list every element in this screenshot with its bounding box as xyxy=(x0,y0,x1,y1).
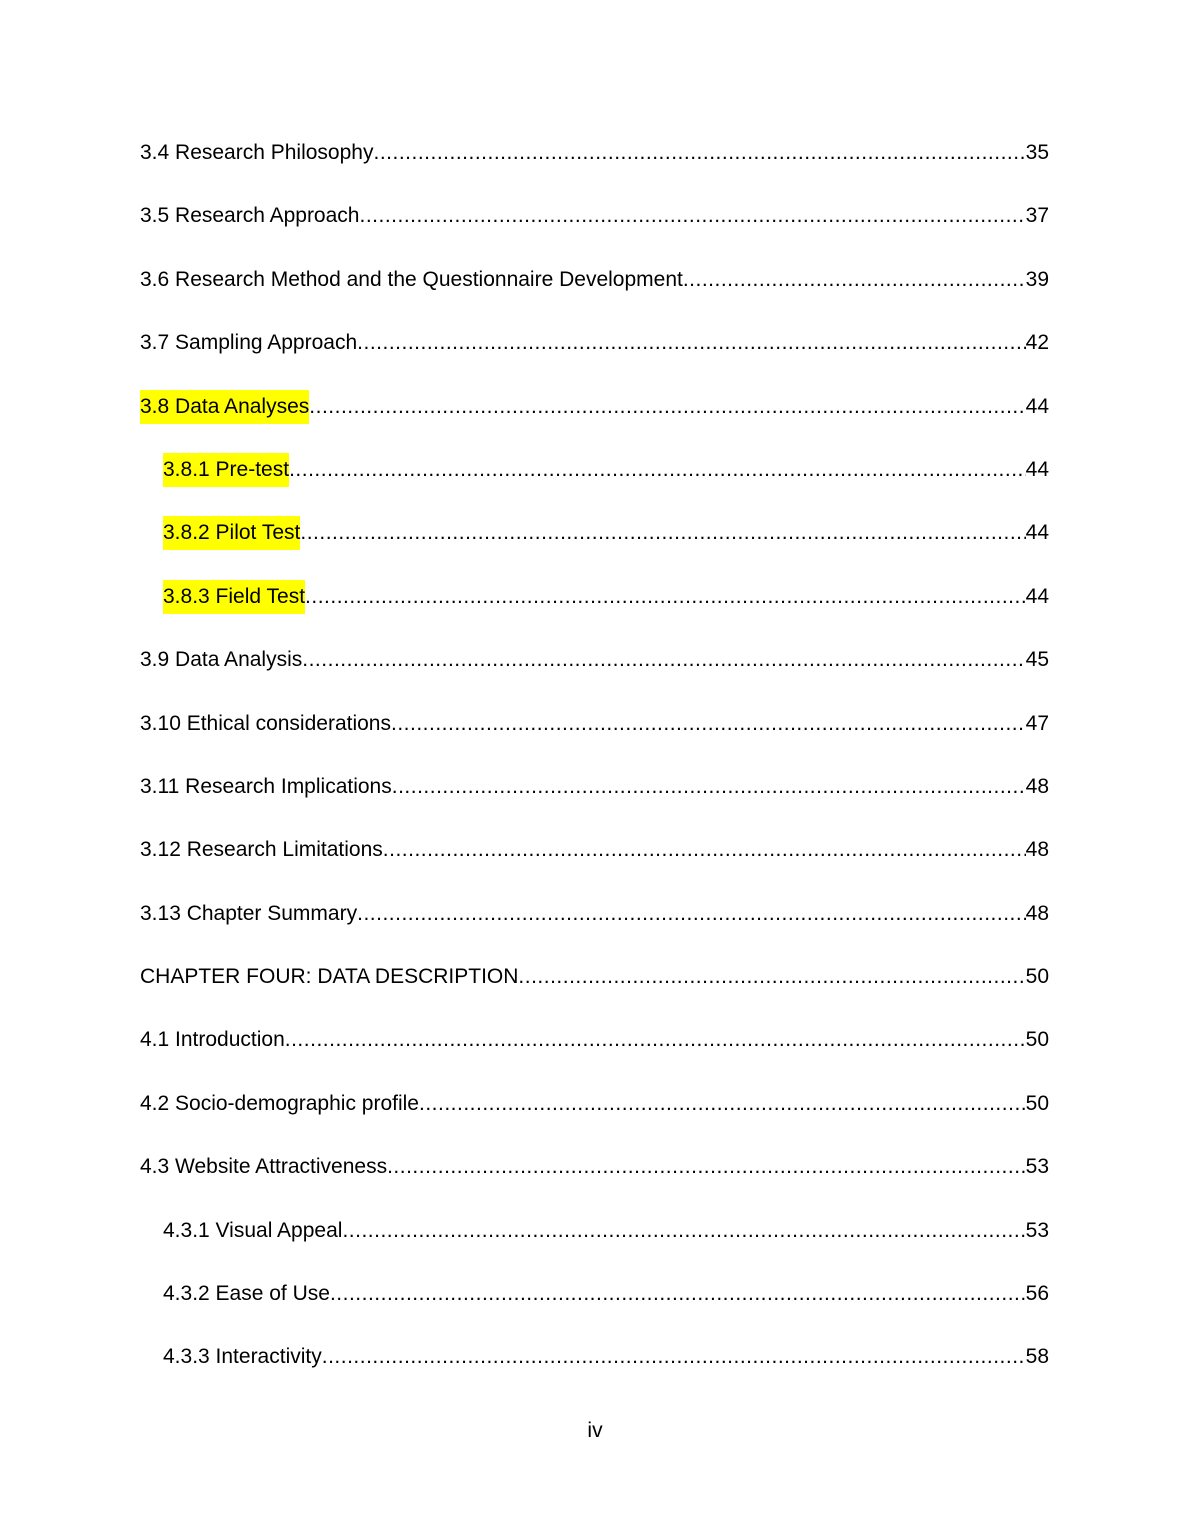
toc-page-number: 42 xyxy=(1025,331,1049,355)
toc-page-number: 48 xyxy=(1025,901,1049,925)
toc-entry-title: 3.6 Research Method and the Questionnaire Development xyxy=(140,267,683,291)
toc-chapter-entry[interactable] xyxy=(140,960,1049,1023)
toc-entry-title-highlighted: 3.8 Data Analyses xyxy=(140,390,309,424)
toc-page-number: 45 xyxy=(1025,648,1049,672)
toc-dot-leader xyxy=(373,136,1025,170)
toc-dot-leader xyxy=(309,390,1025,424)
toc-entry-title: 3.9 Data Analysis xyxy=(140,648,303,672)
toc-entry-title-highlighted: 3.8.3 Field Test xyxy=(163,580,305,614)
toc-entry-title: 3.5 Research Approach xyxy=(140,204,360,228)
toc-page-number: 50 xyxy=(1025,1091,1049,1115)
toc-subentry-highlighted[interactable] xyxy=(140,580,1049,643)
toc-page-number: 48 xyxy=(1025,838,1049,862)
toc-entry[interactable] xyxy=(140,643,1049,706)
toc-entry-title: 3.12 Research Limitations xyxy=(140,838,383,862)
toc-page-number: 56 xyxy=(1025,1282,1049,1306)
toc-dot-leader xyxy=(342,1214,1025,1248)
toc-entry[interactable] xyxy=(140,1150,1049,1213)
toc-page-number: 44 xyxy=(1025,394,1049,418)
toc-entry-title: 4.3.1 Visual Appeal xyxy=(163,1218,343,1242)
page-footer-number: iv xyxy=(587,1419,603,1442)
toc-entry[interactable] xyxy=(140,1023,1049,1086)
toc-dot-leader xyxy=(387,1150,1026,1184)
toc-dot-leader xyxy=(357,897,1026,931)
toc-entry[interactable] xyxy=(140,707,1049,770)
toc-page-number: 35 xyxy=(1025,141,1049,164)
toc-dot-leader xyxy=(383,833,1026,867)
toc-dot-leader xyxy=(357,326,1025,360)
toc-dot-leader xyxy=(683,263,1026,297)
toc-dot-leader xyxy=(392,770,1026,804)
toc-page-number: 44 xyxy=(1025,457,1049,481)
toc-page-number: 58 xyxy=(1025,1345,1049,1369)
toc-entry-title: 4.3.2 Ease of Use xyxy=(163,1282,330,1306)
toc-entry-title: 4.2 Socio-demographic profile xyxy=(140,1091,419,1115)
toc-dot-leader xyxy=(359,199,1025,233)
toc-subentry[interactable] xyxy=(140,1214,1049,1277)
toc-entry[interactable] xyxy=(140,897,1049,960)
table-of-contents xyxy=(140,136,1049,1404)
toc-subentry[interactable] xyxy=(140,1277,1049,1340)
toc-dot-leader xyxy=(419,1087,1026,1121)
toc-entry[interactable] xyxy=(140,833,1049,896)
toc-subentry[interactable] xyxy=(140,1340,1049,1403)
toc-page-number: 44 xyxy=(1025,521,1049,545)
toc-entry[interactable] xyxy=(140,326,1049,389)
toc-entry[interactable] xyxy=(140,136,1049,199)
toc-entry[interactable] xyxy=(140,263,1049,326)
toc-entry-title-highlighted: 3.8.1 Pre-test xyxy=(163,453,289,487)
toc-entry-highlighted[interactable] xyxy=(140,390,1049,453)
toc-page-number: 53 xyxy=(1025,1155,1049,1179)
toc-entry-title: 3.7 Sampling Approach xyxy=(140,331,358,355)
toc-entry[interactable] xyxy=(140,1087,1049,1150)
toc-dot-leader xyxy=(289,453,1026,487)
toc-dot-leader xyxy=(302,643,1025,677)
toc-dot-leader xyxy=(391,707,1026,741)
toc-dot-leader xyxy=(330,1277,1026,1311)
toc-dot-leader xyxy=(285,1023,1026,1057)
toc-entry-title: 3.11 Research Implications xyxy=(140,774,392,798)
toc-dot-leader xyxy=(518,960,1025,994)
toc-page-number: 47 xyxy=(1025,711,1049,735)
toc-dot-leader xyxy=(300,516,1025,550)
toc-page-number: 44 xyxy=(1025,584,1049,608)
toc-dot-leader xyxy=(322,1340,1026,1374)
toc-page-number: 50 xyxy=(1025,1028,1049,1052)
toc-entry-title: 3.10 Ethical considerations xyxy=(140,711,391,735)
toc-dot-leader xyxy=(305,580,1026,614)
toc-entry[interactable] xyxy=(140,199,1049,262)
toc-page-number: 53 xyxy=(1025,1218,1049,1242)
toc-entry-title: 3.4 Research Philosophy xyxy=(140,141,374,164)
toc-page-number: 48 xyxy=(1025,774,1049,798)
toc-subentry-highlighted[interactable] xyxy=(140,516,1049,579)
toc-subentry-highlighted[interactable] xyxy=(140,453,1049,516)
toc-entry-title-highlighted: 3.8.2 Pilot Test xyxy=(163,516,300,550)
toc-entry-title: 4.3.3 Interactivity xyxy=(163,1345,322,1369)
toc-entry-title: 4.3 Website Attractiveness xyxy=(140,1155,388,1179)
toc-entry-title: 3.13 Chapter Summary xyxy=(140,901,358,925)
toc-entry-title: CHAPTER FOUR: DATA DESCRIPTION xyxy=(140,965,519,989)
toc-page-number: 39 xyxy=(1025,267,1049,291)
toc-page-number: 37 xyxy=(1025,204,1049,228)
toc-entry[interactable] xyxy=(140,770,1049,833)
toc-page-number: 50 xyxy=(1025,965,1049,989)
toc-entry-title: 4.1 Introduction xyxy=(140,1028,285,1052)
